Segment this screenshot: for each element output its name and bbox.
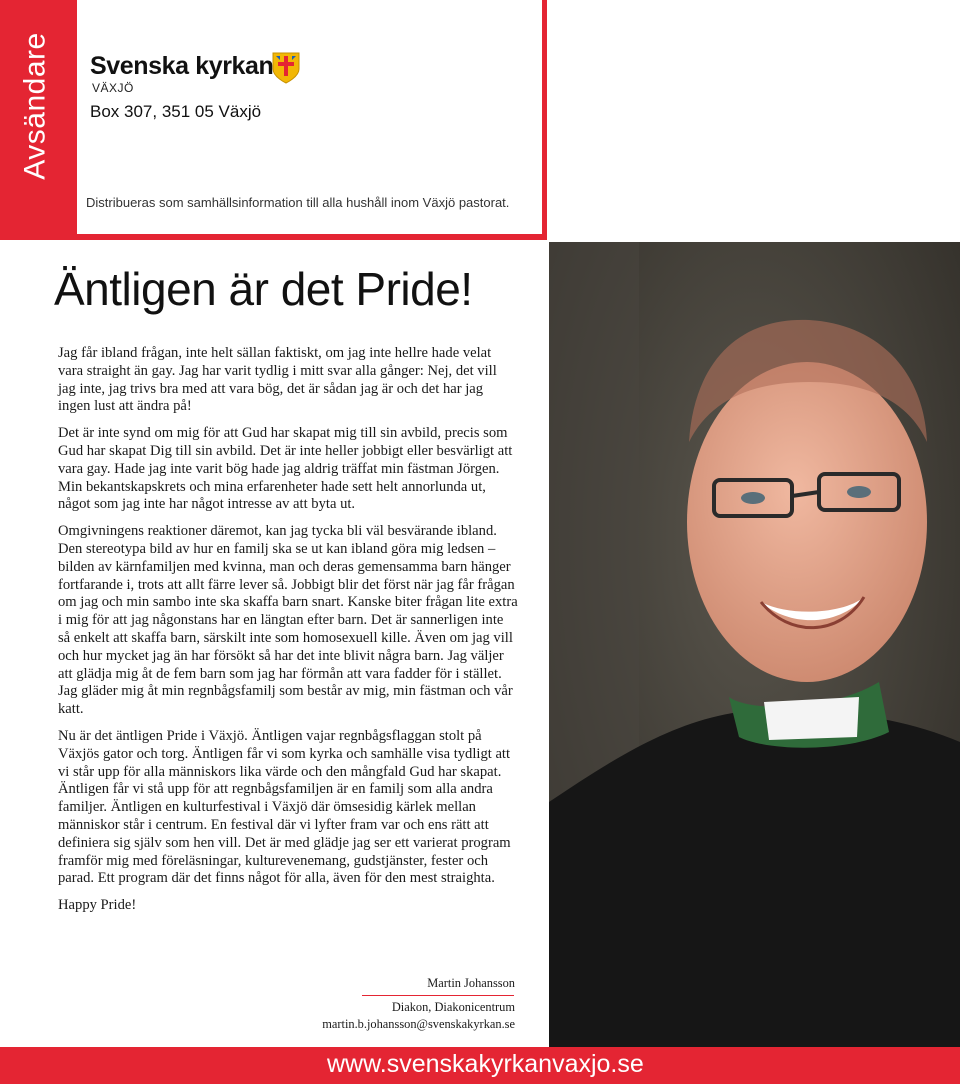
sender-border-right	[542, 0, 547, 240]
sender-label: Avsändare	[19, 32, 53, 180]
article-body	[58, 345, 518, 924]
signature-email[interactable]: martin.b.johansson@svenskakyrkan.se	[322, 1017, 515, 1031]
sender-border-bottom	[0, 234, 547, 240]
article-paragraph: Nu är det äntligen Pride i Växjö. Äntligen vajar regnbågsflaggan stolt på Växjös gator och torg. Äntligen får vi som kyrka och samhälle visa tydligt att vi står upp för alla människors lika värde och den mångfald Gud har skapat. Äntligen får vi stå upp för att regnbågsfamiljen är en familj som alla andra familjer. Äntligen en kulturfestival i Växjö där ömsesidig kärlek mellan människor står i centrum. En festival där vi lyfter fram var och ens rätt att definiera sig själv som hen vill. Det är med glädje jag ser ett varierat program framför mig med föreläsningar, kulturevenemang, gudstjänster, fester och parad. Ett program där det finns något för alla, även för den mest straighta.	[58, 727, 511, 887]
article-paragraph: Omgivningens reaktioner däremot, kan jag tycka bli väl besvärande ibland. Den stereotypa bild av hur en familj ska se ut kan ibland göra mig ledsen – bilden av kärnfamiljen med kvinna, man och deras gemensamma barn hänger fortfarande i, trots att allt färre lever så. Jobbigt blir det först när jag får frågan om jag och min sambo inte ska skaffa barn snart. Kanske biter frågan lite extra i mig för att jag någonstans har en längtan efter barn. Det är sannerligen inte så enkelt att skaffa barn, särskilt inte som homosexuell kille. Även om jag vill och hur mycket jag än har försökt så har det inte blivit några barn. Jag väljer att glädja mig åt de fem barn som jag har förmån att vara fadder för i stället. Jag gläder mig åt min regnbågsfamilj som består av mig, min fästman och vår katt.	[58, 523, 518, 718]
article-closing: Happy Pride!	[58, 897, 137, 914]
sender-address: Box 307, 351 05 Växjö	[90, 102, 262, 121]
signature-rule	[362, 995, 514, 996]
article-headline: Äntligen är det Pride!	[54, 263, 473, 315]
sender-box	[0, 0, 960, 240]
signature-name: Martin Johansson	[427, 976, 515, 990]
distribution-note: Distribueras som samhällsinformation till alla hushåll inom Växjö pastorat.	[86, 195, 510, 210]
church-crest-icon	[272, 52, 300, 84]
logo-subtitle: VÄXJÖ	[92, 81, 134, 95]
article-paragraph: Jag får ibland frågan, inte helt sällan faktiskt, om jag inte hellre hade velat vara straight än gay. Jag har varit tydlig i mitt svar alla gånger: Nej, det vill jag inte, jag trivs bra med att vara bög, det är sådan jag är och det har jag ingen lust att ändra på!	[58, 345, 497, 415]
sender-label-bar	[0, 0, 77, 240]
signature-title: Diakon, Diakonicentrum	[391, 1000, 515, 1014]
footer-url[interactable]: www.svenskakyrkanvaxjo.se	[327, 1050, 644, 1078]
article-paragraph: Det är inte synd om mig för att Gud har skapat mig till sin avbild, precis som Gud har skapat Dig till sin avbild. Det är inte heller jobbigt eller besvärligt att vara gay. Hade jag inte varit bög hade jag aldrig träffat min fästman Jörgen. Min bekantskapskrets och mina erfarenheter hade sett helt annorlunda ut, något som jag inte har något intresse av att byta ut.	[58, 425, 513, 513]
logo-text: Svenska kyrkan	[90, 52, 274, 80]
portrait-photo	[549, 242, 960, 1084]
